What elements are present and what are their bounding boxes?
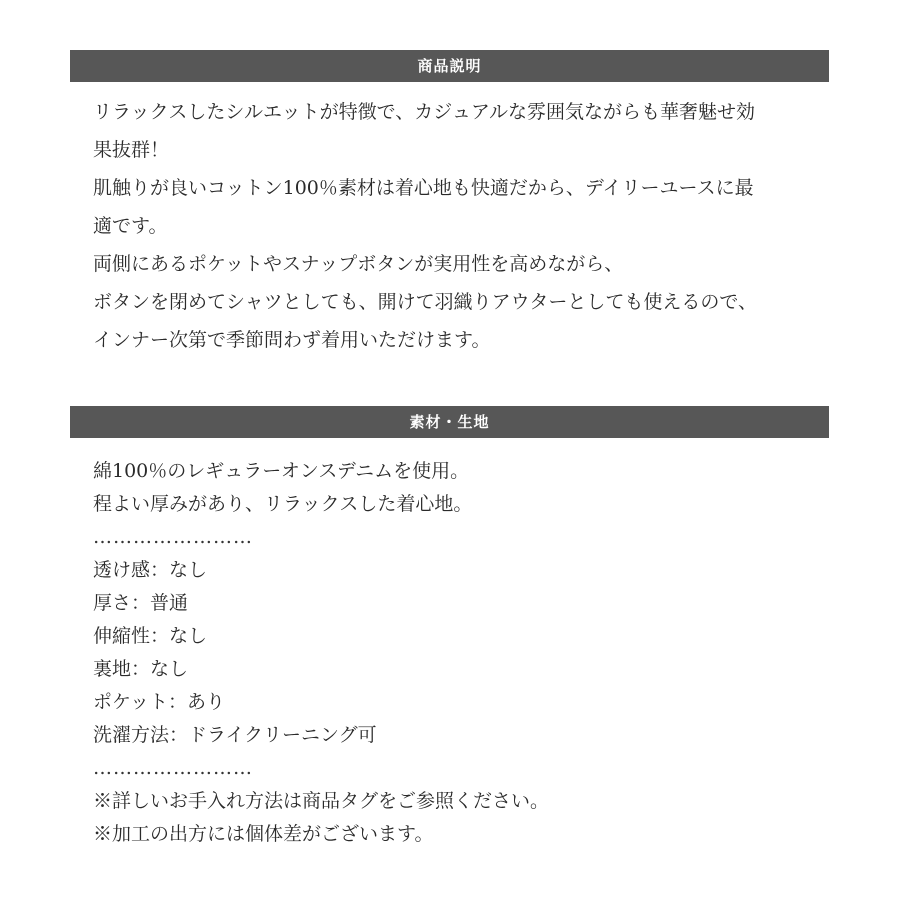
description-text [93,93,813,359]
material-text [93,455,813,851]
material-spec-transparency: 透け感：なし [93,559,208,581]
material-line: 綿100％のレギュラーオンスデニムを使用。 [93,460,470,482]
description-line: 肌触りが良いコットン100％素材は着心地も快適だから、デイリーユースに最 [93,177,754,199]
material-spec-washing: 洗濯方法：ドライクリーニング可 [93,724,377,746]
description-line: インナー次第で季節問わず着用いただけます。 [93,329,491,351]
material-spec-thickness: 厚さ：普通 [93,592,189,614]
description-header: 商品説明 [70,50,829,82]
material-line: 程よい厚みがあり、リラックスした着心地。 [93,493,473,515]
material-spec-stretch: 伸縮性：なし [93,625,208,647]
description-line: 両側にあるポケットやスナップボタンが実用性を高めながら、 [93,253,624,275]
description-line: ボタンを閉めてシャツとしても、開けて羽織りアウターとしても使えるので、 [93,291,758,313]
description-line: リラックスしたシルエットが特徴で、カジュアルな雰囲気ながらも華奢魅せ効 [93,101,756,123]
processing-note: ※加工の出方には個体差がございます。 [93,823,434,845]
dotted-divider: …………………… [93,526,253,548]
dotted-divider: …………………… [93,757,253,779]
description-line: 適です。 [93,215,168,237]
care-note: ※詳しいお手入れ方法は商品タグをご参照ください。 [93,790,550,812]
description-line: 果抜群！ [93,139,170,161]
material-spec-pocket: ポケット：あり [93,691,226,713]
material-spec-lining: 裏地：なし [93,658,189,680]
material-header: 素材・生地 [70,406,829,438]
